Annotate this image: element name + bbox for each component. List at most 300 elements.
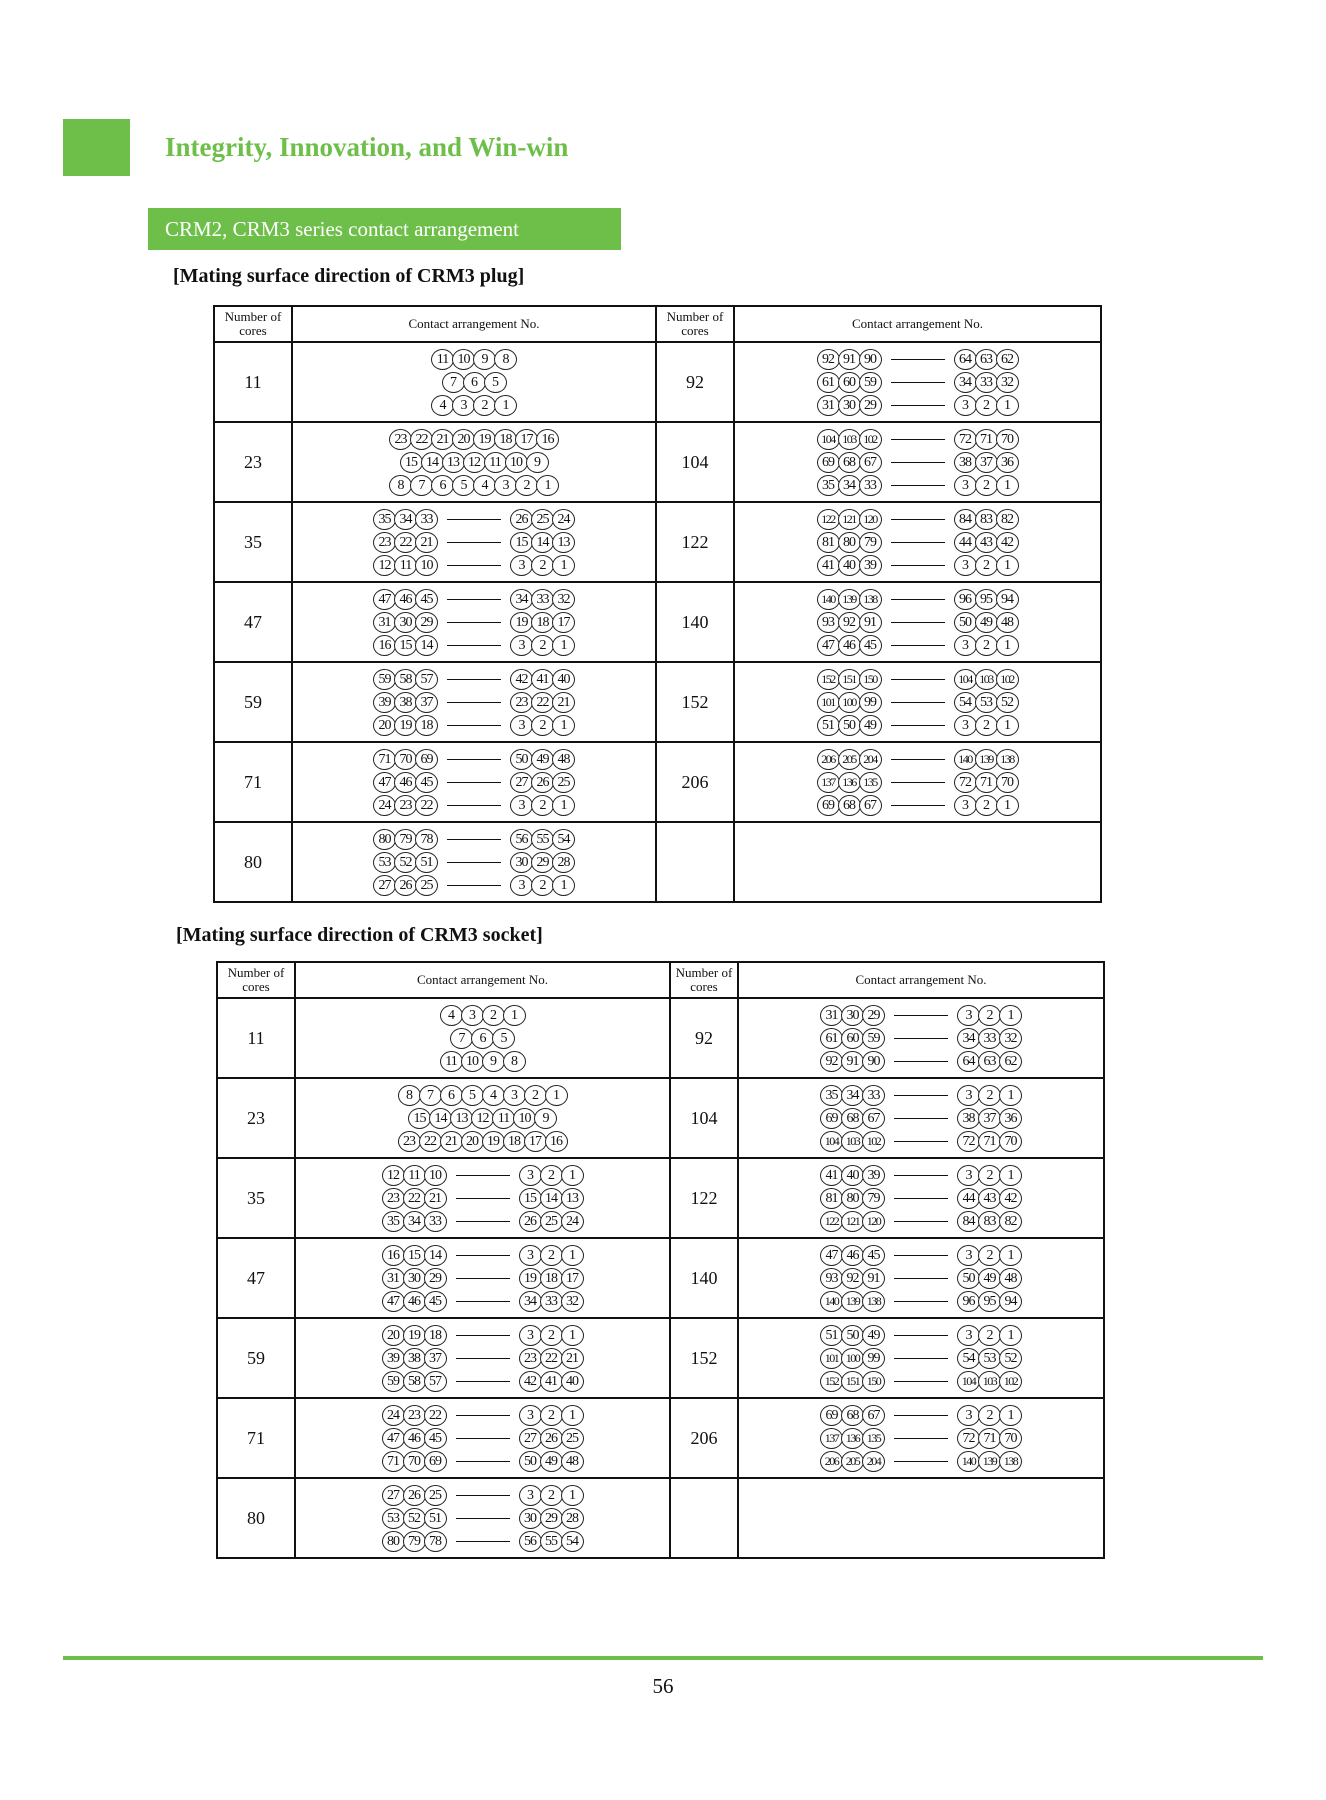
contact-pin: 23 [394, 795, 417, 816]
contact-pin: 1 [536, 475, 559, 496]
continuation-dash [456, 1278, 510, 1279]
contact-pin: 138 [862, 1291, 885, 1312]
contact-arrangement [817, 349, 1019, 416]
contact-pin: 11 [394, 555, 417, 576]
cores-cell: 23 [214, 422, 292, 502]
continuation-dash [456, 1335, 510, 1336]
contact-pin: 2 [524, 1085, 547, 1106]
pin-row [382, 1451, 584, 1472]
contact-pin: 60 [841, 1028, 864, 1049]
contact-pin: 10 [513, 1108, 536, 1129]
contact-pin: 67 [862, 1405, 885, 1426]
contact-pin: 48 [999, 1268, 1022, 1289]
contact-pin: 104 [817, 429, 840, 450]
contact-pin: 34 [957, 1028, 980, 1049]
contact-arrangement [820, 1005, 1022, 1072]
pin-row [389, 429, 559, 450]
contact-pin: 3 [519, 1165, 542, 1186]
contact-pin: 18 [424, 1325, 447, 1346]
contact-arrangement [817, 509, 1019, 576]
contact-pin: 2 [482, 1005, 505, 1026]
contact-pin: 103 [975, 669, 998, 690]
contact-pin: 35 [817, 475, 840, 496]
cores-cell [656, 822, 734, 902]
arrangement-cell [292, 342, 656, 422]
cores-cell: 92 [656, 342, 734, 422]
contact-pin: 60 [838, 372, 861, 393]
contact-pin: 29 [540, 1508, 563, 1529]
contact-pin: 59 [859, 372, 882, 393]
contact-pin: 3 [954, 795, 977, 816]
arrangement-cell [295, 1398, 670, 1478]
continuation-dash [891, 702, 945, 703]
continuation-dash [447, 839, 501, 840]
contact-pin: 17 [552, 612, 575, 633]
contact-pin: 1 [996, 395, 1019, 416]
contact-pin: 1 [503, 1005, 526, 1026]
contact-pin: 68 [838, 452, 861, 473]
contact-pin: 54 [552, 829, 575, 850]
contact-pin: 35 [373, 509, 396, 530]
contact-pin: 22 [394, 532, 417, 553]
contact-pin: 11 [492, 1108, 515, 1129]
contact-arrangement [817, 589, 1019, 656]
contact-pin: 135 [862, 1428, 885, 1449]
pin-row [373, 532, 575, 553]
contact-pin: 45 [424, 1291, 447, 1312]
continuation-dash [447, 862, 501, 863]
continuation-dash [894, 1335, 948, 1336]
contact-pin: 46 [403, 1291, 426, 1312]
cores-cell: 104 [656, 422, 734, 502]
contact-arrangement [817, 669, 1019, 736]
contact-pin: 3 [510, 555, 533, 576]
pin-row [373, 772, 575, 793]
pin-row [820, 1085, 1022, 1106]
continuation-dash [456, 1221, 510, 1222]
table-row [217, 1318, 1104, 1398]
contact-pin: 3 [519, 1245, 542, 1266]
contact-pin: 25 [531, 509, 554, 530]
contact-pin: 41 [817, 555, 840, 576]
pin-row [382, 1405, 584, 1426]
contact-pin: 1 [999, 1165, 1022, 1186]
contact-pin: 43 [978, 1188, 1001, 1209]
pin-row [400, 452, 549, 473]
cores-cell: 122 [656, 502, 734, 582]
pin-row [817, 589, 1019, 610]
contact-arrangement [820, 1085, 1022, 1152]
contact-pin: 5 [452, 475, 475, 496]
contact-pin: 34 [954, 372, 977, 393]
contact-pin: 29 [862, 1005, 885, 1026]
contact-pin: 152 [820, 1371, 843, 1392]
contact-pin: 26 [540, 1428, 563, 1449]
contact-pin: 29 [424, 1268, 447, 1289]
contact-pin: 3 [954, 635, 977, 656]
contact-pin: 206 [820, 1451, 843, 1472]
contact-pin: 48 [552, 749, 575, 770]
contact-pin: 47 [373, 589, 396, 610]
contact-pin: 24 [382, 1405, 405, 1426]
arrangement-cell [295, 1158, 670, 1238]
contact-arrangement [373, 749, 575, 816]
contact-pin: 34 [394, 509, 417, 530]
arrangement-cell [292, 422, 656, 502]
pin-row [373, 669, 575, 690]
contact-pin: 102 [859, 429, 882, 450]
contact-pin: 37 [975, 452, 998, 473]
pin-row [817, 349, 1019, 370]
contact-pin: 55 [531, 829, 554, 850]
continuation-dash [447, 759, 501, 760]
pin-row [820, 1108, 1022, 1129]
contact-pin: 24 [552, 509, 575, 530]
pin-row [382, 1371, 584, 1392]
contact-pin: 1 [545, 1085, 568, 1106]
contact-pin: 2 [531, 555, 554, 576]
contact-pin: 12 [373, 555, 396, 576]
contact-pin: 91 [841, 1051, 864, 1072]
contact-pin: 71 [373, 749, 396, 770]
contact-pin: 16 [373, 635, 396, 656]
contact-pin: 137 [817, 772, 840, 793]
cores-cell: 104 [670, 1078, 738, 1158]
contact-arrangement [820, 1165, 1022, 1232]
contact-pin: 34 [838, 475, 861, 496]
arrangement-cell [292, 742, 656, 822]
contact-pin: 7 [419, 1085, 442, 1106]
contact-pin: 29 [415, 612, 438, 633]
contact-pin: 140 [817, 589, 840, 610]
arrangement-cell [734, 742, 1101, 822]
contact-pin: 2 [975, 715, 998, 736]
contact-pin: 18 [415, 715, 438, 736]
contact-pin: 10 [461, 1051, 484, 1072]
pin-row [373, 795, 575, 816]
contact-arrangement [382, 1405, 584, 1472]
contact-pin: 12 [471, 1108, 494, 1129]
contact-pin: 8 [389, 475, 412, 496]
contact-pin: 2 [978, 1245, 1001, 1266]
contact-pin: 23 [403, 1405, 426, 1426]
contact-pin: 47 [817, 635, 840, 656]
contact-pin: 69 [820, 1405, 843, 1426]
pin-row [373, 555, 575, 576]
contact-pin: 121 [838, 509, 861, 530]
pin-row [817, 795, 1019, 816]
contact-pin: 151 [841, 1371, 864, 1392]
contact-pin: 2 [540, 1485, 563, 1506]
contact-pin: 40 [552, 669, 575, 690]
contact-pin: 91 [859, 612, 882, 633]
contact-pin: 21 [440, 1131, 463, 1152]
contact-pin: 25 [424, 1485, 447, 1506]
contact-pin: 16 [382, 1245, 405, 1266]
contact-pin: 42 [519, 1371, 542, 1392]
contact-pin: 49 [978, 1268, 1001, 1289]
contact-pin: 102 [862, 1131, 885, 1152]
contact-pin: 78 [415, 829, 438, 850]
contact-pin: 7 [450, 1028, 473, 1049]
contact-pin: 67 [859, 452, 882, 473]
contact-pin: 140 [957, 1451, 980, 1472]
contact-pin: 2 [515, 475, 538, 496]
contact-pin: 14 [424, 1245, 447, 1266]
contact-pin: 18 [503, 1131, 526, 1152]
contact-pin: 27 [510, 772, 533, 793]
continuation-dash [891, 759, 945, 760]
contact-pin: 15 [394, 635, 417, 656]
arrangement-cell [734, 662, 1101, 742]
pin-row [382, 1245, 584, 1266]
contact-pin: 64 [957, 1051, 980, 1072]
contact-pin: 83 [975, 509, 998, 530]
contact-pin: 120 [859, 509, 882, 530]
contact-pin: 4 [473, 475, 496, 496]
contact-pin: 19 [473, 429, 496, 450]
contact-pin: 52 [999, 1348, 1022, 1369]
contact-pin: 80 [838, 532, 861, 553]
contact-pin: 8 [398, 1085, 421, 1106]
contact-pin: 19 [482, 1131, 505, 1152]
contact-arrangement [820, 1325, 1022, 1392]
contact-pin: 71 [975, 429, 998, 450]
continuation-dash [891, 542, 945, 543]
pin-row [820, 1268, 1022, 1289]
contact-pin: 92 [838, 612, 861, 633]
arrangement-cell [734, 422, 1101, 502]
contact-pin: 152 [817, 669, 840, 690]
pin-row [817, 612, 1019, 633]
pin-row [382, 1211, 584, 1232]
contact-pin: 37 [415, 692, 438, 713]
contact-pin: 47 [373, 772, 396, 793]
continuation-dash [891, 462, 945, 463]
contact-pin: 3 [510, 635, 533, 656]
contact-pin: 72 [954, 429, 977, 450]
contact-pin: 9 [482, 1051, 505, 1072]
contact-pin: 84 [954, 509, 977, 530]
contact-pin: 139 [978, 1451, 1001, 1472]
contact-pin: 137 [820, 1428, 843, 1449]
contact-pin: 3 [519, 1325, 542, 1346]
footer-rule [63, 1656, 1263, 1660]
contact-pin: 11 [403, 1165, 426, 1186]
pin-row [820, 1028, 1022, 1049]
pin-row [820, 1291, 1022, 1312]
contact-pin: 101 [820, 1348, 843, 1369]
contact-pin: 31 [382, 1268, 405, 1289]
contact-pin: 9 [526, 452, 549, 473]
contact-pin: 33 [540, 1291, 563, 1312]
contact-pin: 30 [838, 395, 861, 416]
contact-pin: 2 [975, 795, 998, 816]
contact-pin: 9 [534, 1108, 557, 1129]
pin-row [398, 1085, 568, 1106]
contact-pin: 57 [424, 1371, 447, 1392]
contact-pin: 93 [817, 612, 840, 633]
contact-arrangement [431, 349, 517, 416]
contact-pin: 23 [389, 429, 412, 450]
contact-pin: 96 [957, 1291, 980, 1312]
cores-cell: 71 [217, 1398, 295, 1478]
continuation-dash [891, 565, 945, 566]
contact-pin: 53 [382, 1508, 405, 1529]
continuation-dash [894, 1278, 948, 1279]
contact-pin: 40 [561, 1371, 584, 1392]
continuation-dash [447, 645, 501, 646]
pin-row [820, 1188, 1022, 1209]
contact-pin: 56 [519, 1531, 542, 1552]
continuation-dash [894, 1015, 948, 1016]
contact-pin: 34 [841, 1085, 864, 1106]
pin-row [382, 1508, 584, 1529]
contact-pin: 3 [519, 1405, 542, 1426]
contact-pin: 90 [859, 349, 882, 370]
contact-pin: 7 [410, 475, 433, 496]
contact-pin: 26 [510, 509, 533, 530]
contact-pin: 204 [862, 1451, 885, 1472]
contact-pin: 72 [957, 1131, 980, 1152]
contact-pin: 2 [531, 635, 554, 656]
contact-pin: 22 [415, 795, 438, 816]
contact-pin: 25 [561, 1428, 584, 1449]
contact-pin: 25 [540, 1211, 563, 1232]
contact-pin: 84 [957, 1211, 980, 1232]
pin-row [820, 1005, 1022, 1026]
contact-pin: 3 [954, 555, 977, 576]
contact-pin: 46 [403, 1428, 426, 1449]
contact-pin: 22 [419, 1131, 442, 1152]
contact-pin: 67 [859, 795, 882, 816]
contact-arrangement [382, 1485, 584, 1552]
contact-pin: 49 [859, 715, 882, 736]
contact-pin: 47 [382, 1291, 405, 1312]
contact-pin: 103 [838, 429, 861, 450]
contact-pin: 24 [373, 795, 396, 816]
contact-pin: 34 [510, 589, 533, 610]
contact-pin: 150 [862, 1371, 885, 1392]
contact-pin: 139 [838, 589, 861, 610]
contact-pin: 2 [975, 635, 998, 656]
contact-pin: 31 [373, 612, 396, 633]
contact-pin: 27 [519, 1428, 542, 1449]
pin-row [817, 772, 1019, 793]
contact-pin: 23 [382, 1188, 405, 1209]
pin-row [373, 589, 575, 610]
contact-pin: 138 [859, 589, 882, 610]
contact-pin: 5 [492, 1028, 515, 1049]
pin-row [398, 1131, 568, 1152]
contact-pin: 2 [531, 715, 554, 736]
contact-pin: 2 [473, 395, 496, 416]
contact-pin: 91 [862, 1268, 885, 1289]
contact-pin: 2 [540, 1245, 563, 1266]
contact-pin: 2 [978, 1085, 1001, 1106]
continuation-dash [456, 1301, 510, 1302]
cores-cell: 11 [217, 998, 295, 1078]
contact-arrangement [373, 589, 575, 656]
contact-pin: 81 [820, 1188, 843, 1209]
socket-arrangement-table [216, 961, 1105, 1559]
contact-pin: 50 [510, 749, 533, 770]
contact-pin: 29 [859, 395, 882, 416]
contact-pin: 19 [510, 612, 533, 633]
contact-arrangement [373, 829, 575, 896]
contact-pin: 3 [510, 715, 533, 736]
contact-pin: 2 [978, 1405, 1001, 1426]
contact-pin: 13 [552, 532, 575, 553]
arrangement-header: Contact arrangement No. [734, 306, 1101, 342]
continuation-dash [891, 382, 945, 383]
table-row [214, 742, 1101, 822]
contact-pin: 3 [957, 1405, 980, 1426]
contact-pin: 40 [841, 1165, 864, 1186]
contact-arrangement [373, 509, 575, 576]
contact-pin: 17 [524, 1131, 547, 1152]
contact-pin: 11 [431, 349, 454, 370]
contact-pin: 61 [817, 372, 840, 393]
contact-arrangement [382, 1165, 584, 1232]
pin-row [382, 1531, 584, 1552]
contact-pin: 51 [424, 1508, 447, 1529]
contact-pin: 7 [442, 372, 465, 393]
pin-row [431, 395, 517, 416]
contact-pin: 24 [561, 1211, 584, 1232]
contact-pin: 1 [999, 1085, 1022, 1106]
pin-row [817, 692, 1019, 713]
continuation-dash [894, 1141, 948, 1142]
contact-pin: 38 [957, 1108, 980, 1129]
contact-pin: 21 [552, 692, 575, 713]
contact-pin: 49 [540, 1451, 563, 1472]
table-row [214, 502, 1101, 582]
pin-row [820, 1211, 1022, 1232]
contact-arrangement [820, 1245, 1022, 1312]
contact-pin: 16 [536, 429, 559, 450]
contact-pin: 80 [841, 1188, 864, 1209]
arrangement-cell [738, 1398, 1104, 1478]
contact-pin: 28 [552, 852, 575, 873]
contact-pin: 17 [561, 1268, 584, 1289]
contact-pin: 14 [540, 1188, 563, 1209]
contact-pin: 71 [382, 1451, 405, 1472]
contact-pin: 6 [440, 1085, 463, 1106]
contact-pin: 26 [531, 772, 554, 793]
contact-pin: 1 [996, 635, 1019, 656]
contact-pin: 79 [403, 1531, 426, 1552]
contact-arrangement [440, 1005, 526, 1072]
table-row [214, 822, 1101, 902]
contact-pin: 95 [978, 1291, 1001, 1312]
contact-pin: 140 [820, 1291, 843, 1312]
cores-cell: 92 [670, 998, 738, 1078]
contact-pin: 1 [552, 795, 575, 816]
pin-row [820, 1451, 1022, 1472]
contact-pin: 104 [957, 1371, 980, 1392]
table-row [217, 1398, 1104, 1478]
contact-pin: 32 [552, 589, 575, 610]
contact-pin: 92 [841, 1268, 864, 1289]
contact-pin: 23 [519, 1348, 542, 1369]
contact-pin: 82 [996, 509, 1019, 530]
arrangement-header: Contact arrangement No. [738, 962, 1104, 998]
contact-arrangement [382, 1245, 584, 1312]
contact-pin: 70 [999, 1131, 1022, 1152]
contact-pin: 121 [841, 1211, 864, 1232]
contact-pin: 92 [817, 349, 840, 370]
